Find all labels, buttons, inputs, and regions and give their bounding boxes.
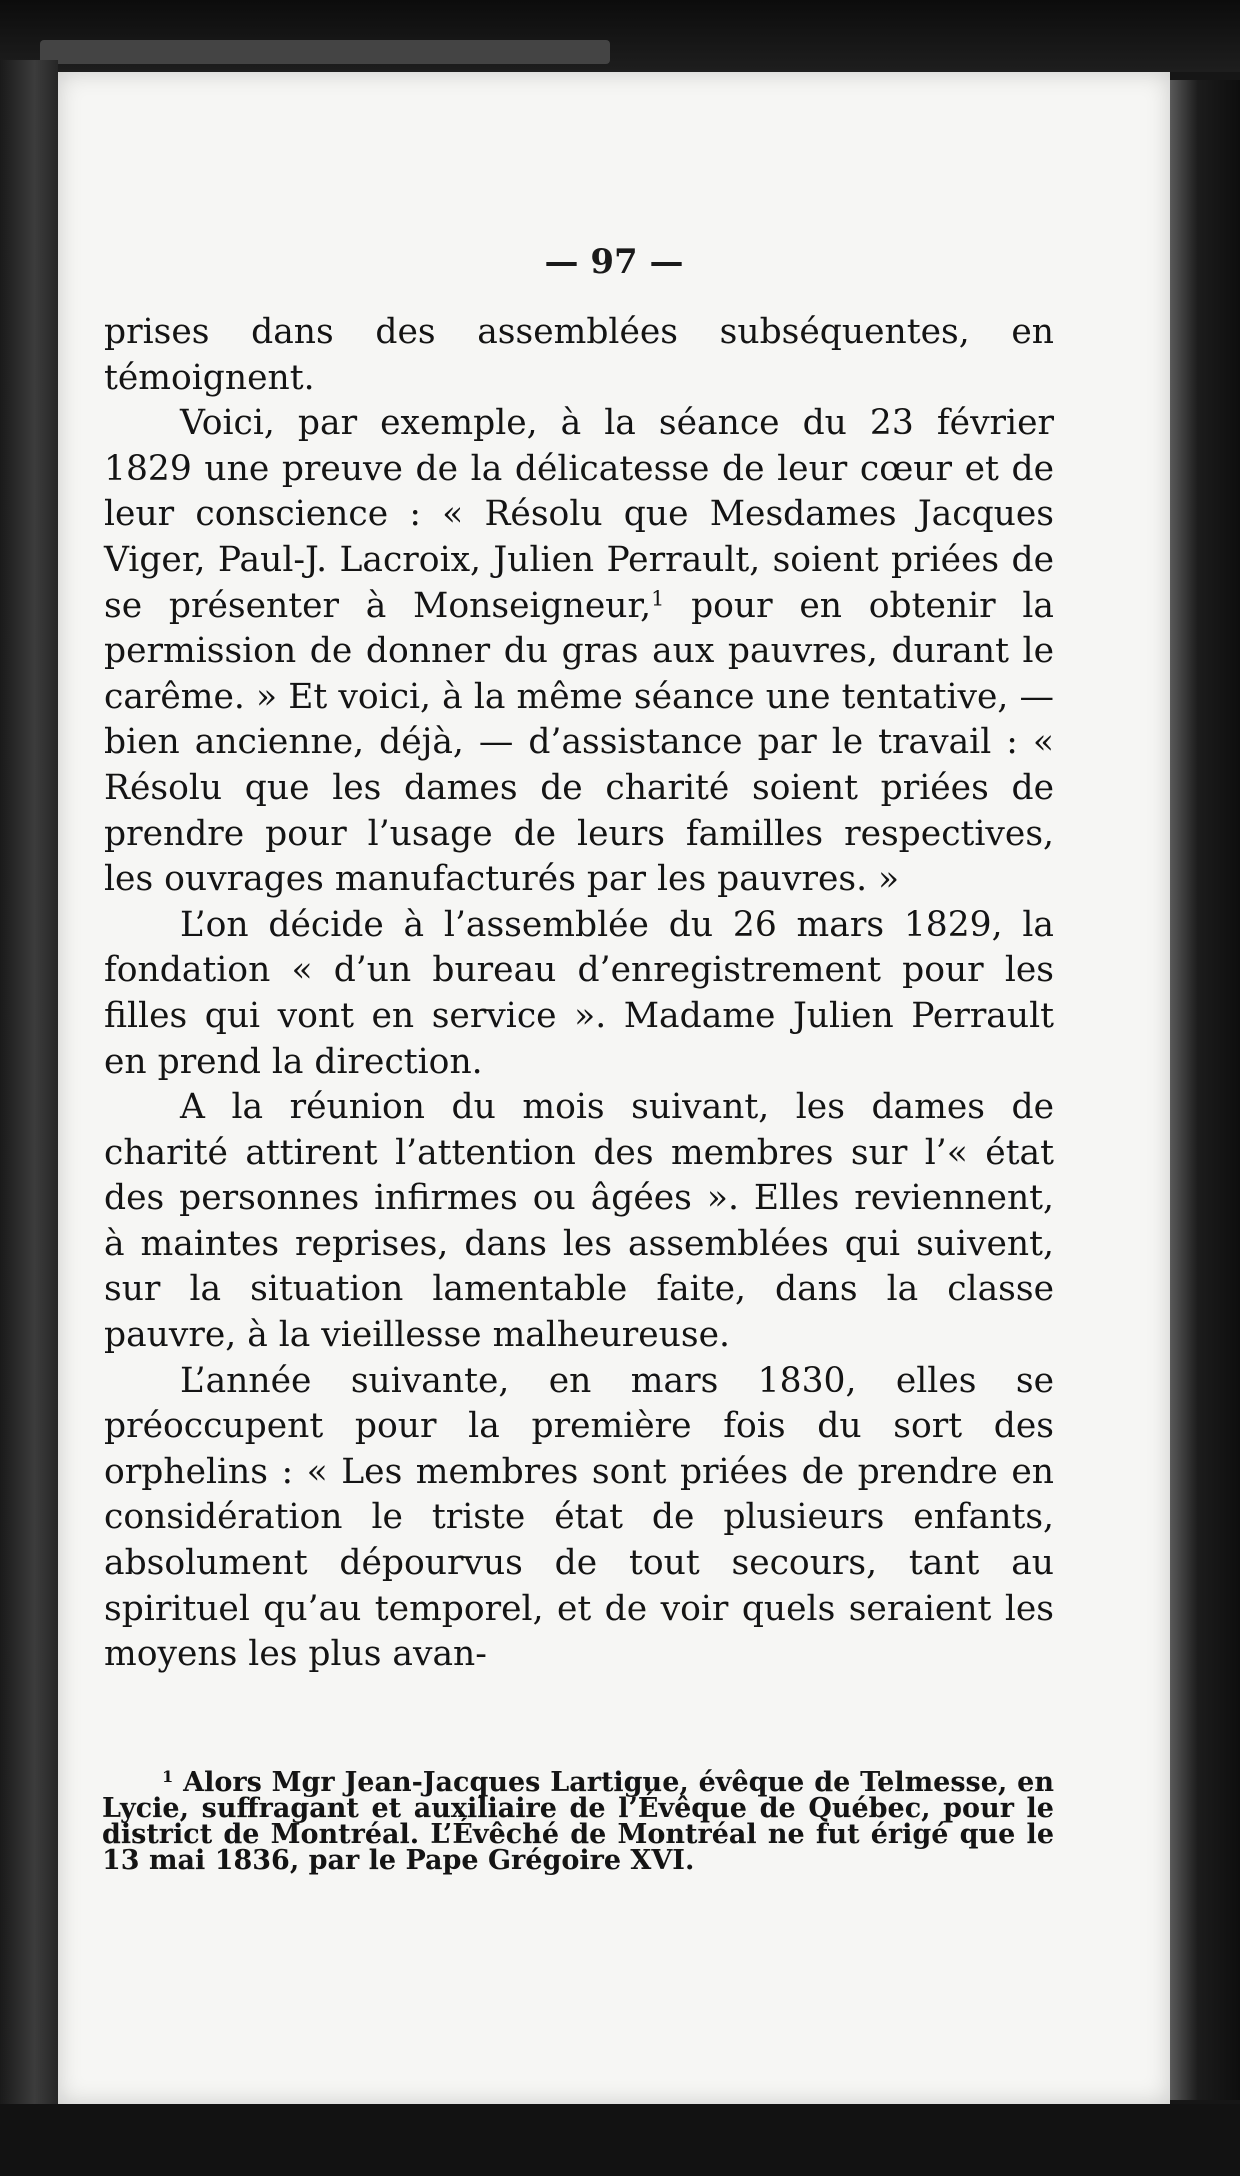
footnote-marker: 1 <box>162 1767 174 1787</box>
paragraph-5: L’année suivante, en mars 1830, elles se préoccupent pour la première fois du sort des orphelins : « Les membres sont priées de prendre en considération le triste état de plusieurs enfants, absolument dépourvus de tout secours, tant au spirituel qu’au temporel, et de voir quels seraient les moyens les plus avan- <box>104 1360 1054 1675</box>
book-page <box>58 72 1170 2104</box>
book-right-edge <box>1170 80 1240 2100</box>
paragraph-1: prises dans des assemblées subséquentes, en témoignent. <box>104 312 1054 398</box>
scan-top-band <box>40 40 610 64</box>
book-spine <box>0 60 58 2120</box>
footnote-text: Alors Mgr Jean-Jacques Lartigue, évêque de Telmesse, en Lycie, suffragant et auxiliaire de l’Évêque de Québec, pour le district de Montréal. L’Évêché de Montréal ne fut érigé que le 13 mai 1836, par le Pape Grégoire XVI. <box>102 1767 1054 1876</box>
paragraph-3: L’on décide à l’assemblée du 26 mars 1829, la fondation « d’un bureau d’enregistrement pour les filles qui vont en service ». Madame Julien Perrault en prend la direction. <box>104 904 1054 1082</box>
paragraph-2-part-2: pour en obtenir la permission de donner du gras aux pauvres, durant le carême. » Et voici, à la même séance une tentative, — bien ancienne, déjà, — d’assistance par le travail : « Résolu que les dames de charité soient priées de prendre pour l’usage de leurs familles respectives, les ouvrages manufacturés par les pauvres. » <box>104 585 1055 900</box>
paragraph-4: A la réunion du mois suivant, les dames de charité attirent l’attention des membres sur l’« état des personnes infirmes ou âgées ». Elles reviennent, à maintes reprises, dans les assemblées qui suivent, sur la situation lamentable faite, dans la classe pauvre, à la vieillesse malheureuse. <box>104 1087 1054 1356</box>
page-number: — 97 — <box>544 242 684 282</box>
footnote-reference: 1 <box>651 586 665 611</box>
footnote <box>102 1767 1054 1876</box>
paragraph-2-part-1: Voici, par exemple, à la séance du 23 février 1829 une preuve de la délicatesse de leur cœur et de leur conscience : « Résolu que Mesdames Jacques Viger, Paul-J. Lacroix, Julien Perrault, soient priées de se présenter à Monseigneur, <box>104 403 1054 626</box>
scan-bottom-shadow <box>0 2104 1240 2176</box>
paragraph-2 <box>104 401 1054 903</box>
body-text <box>104 310 1054 1678</box>
